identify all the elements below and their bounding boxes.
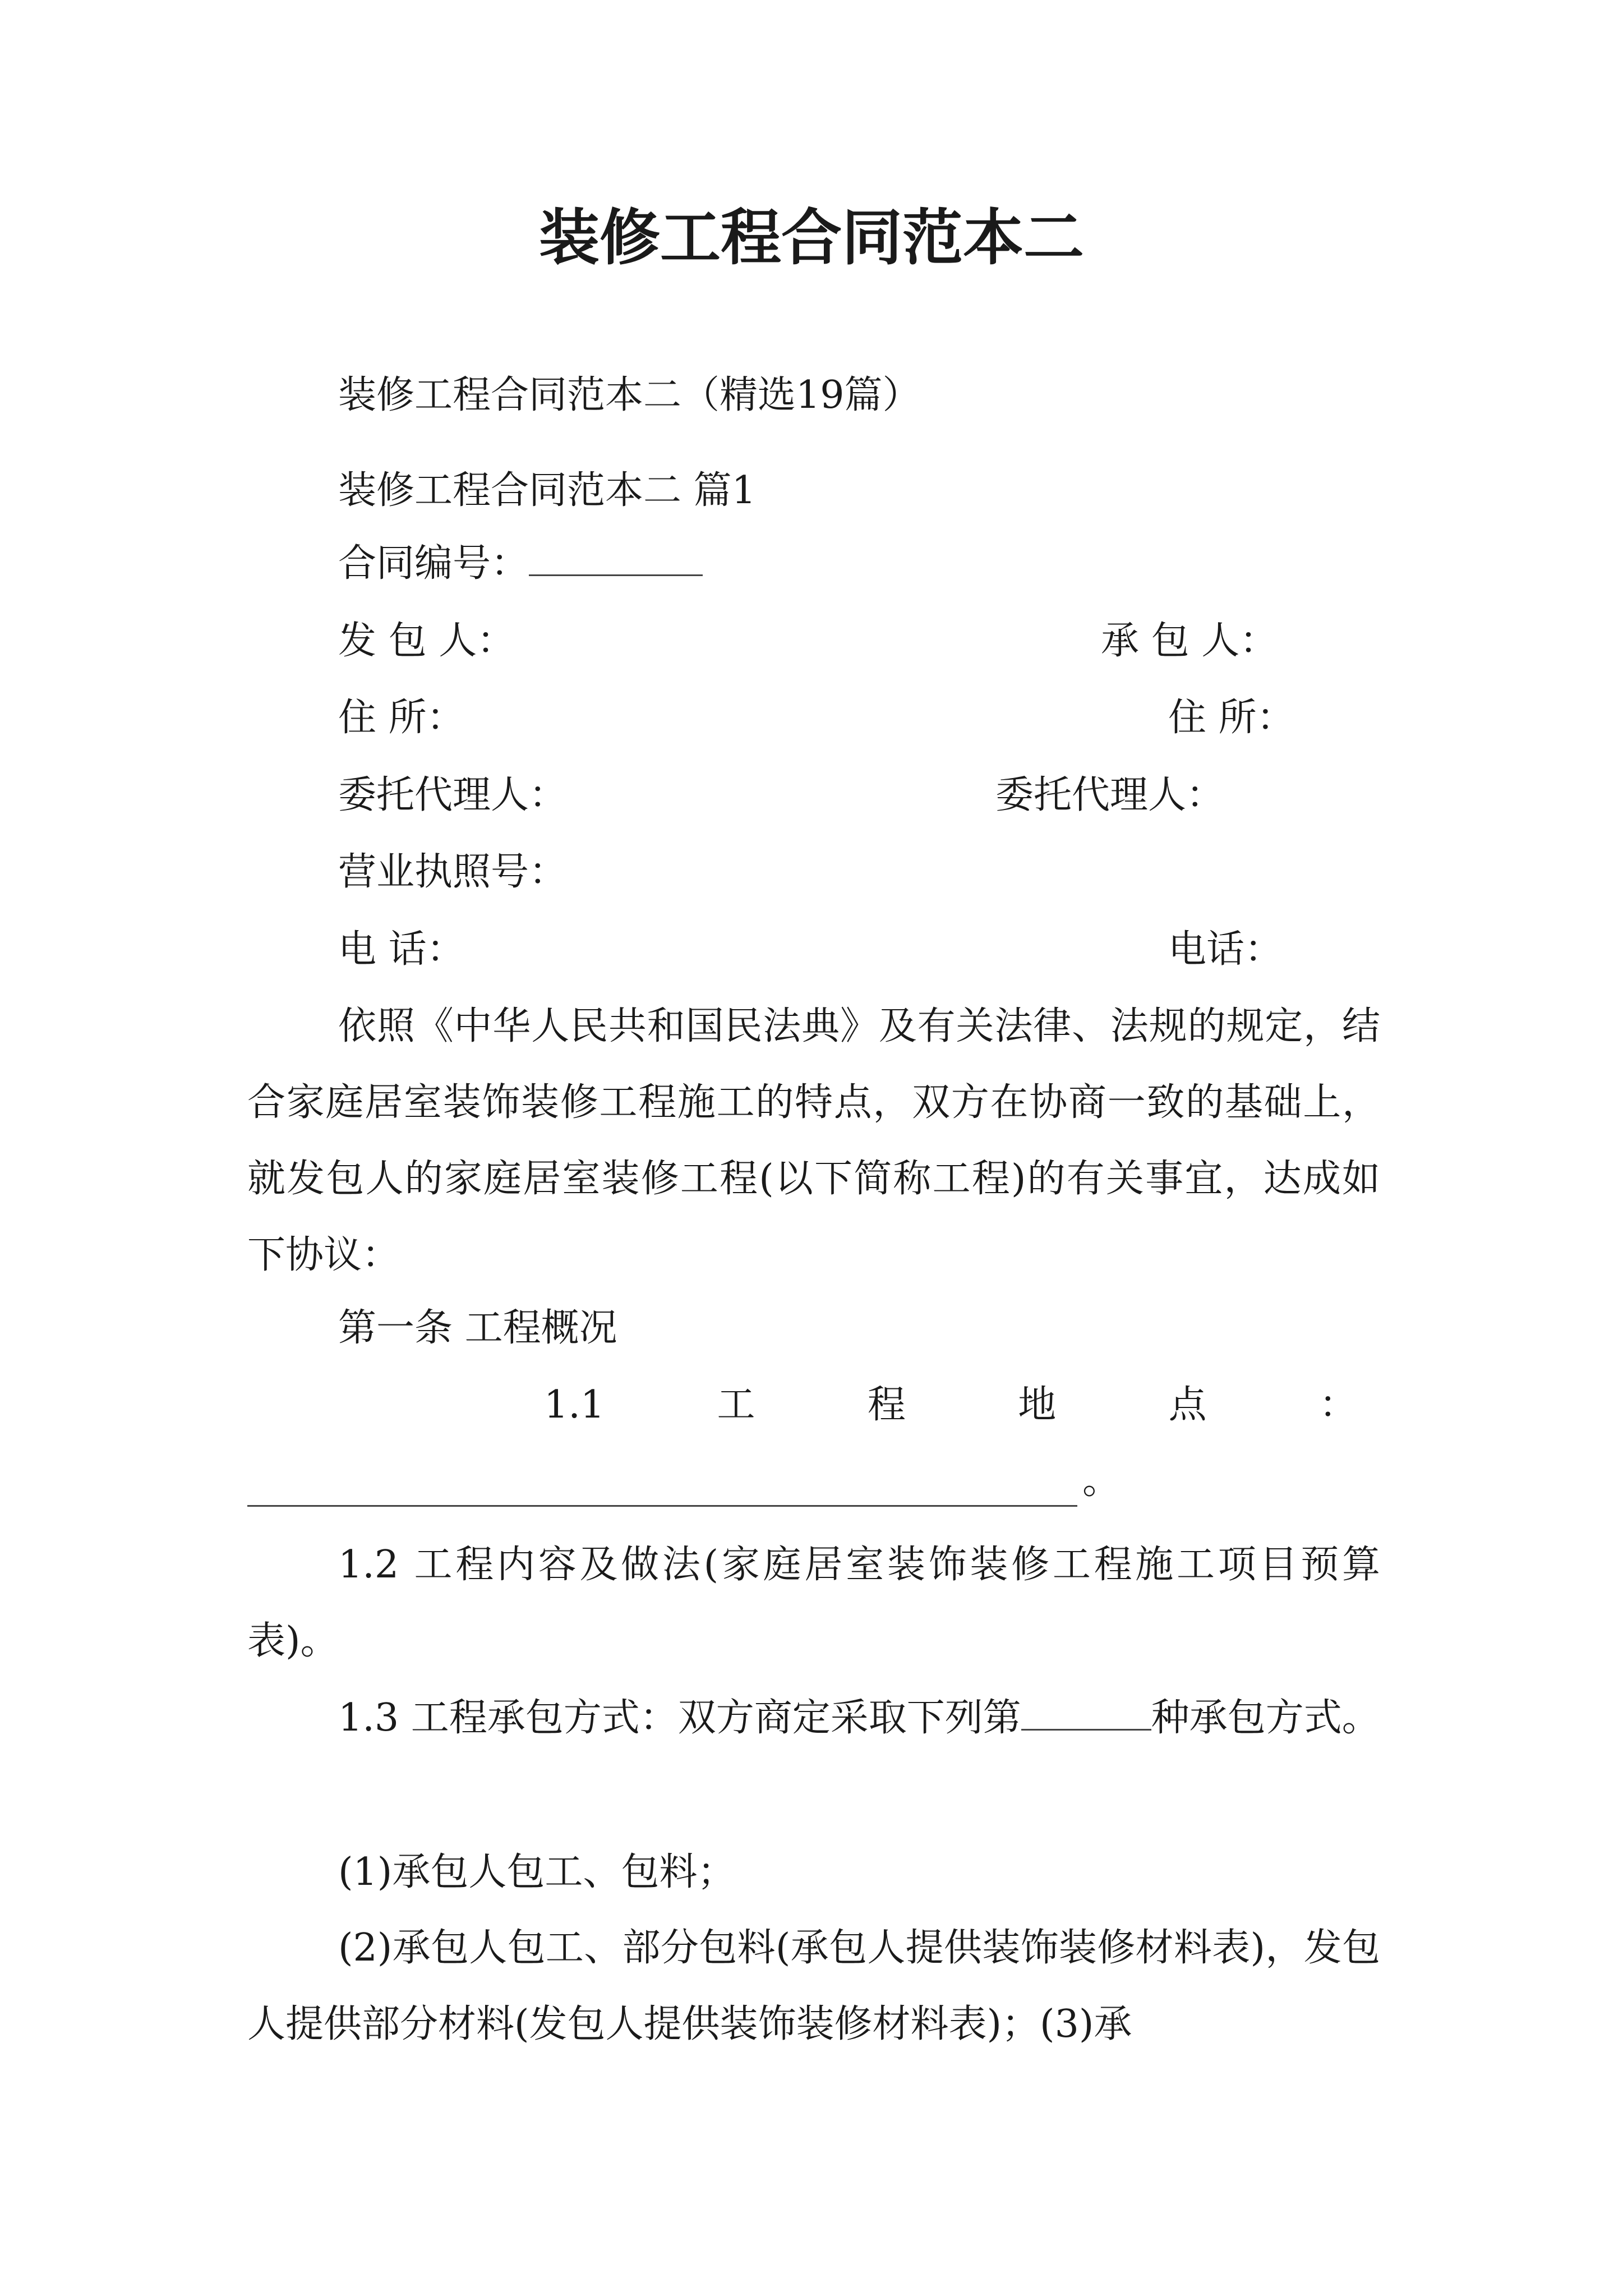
contractor-phone-label: 电话： xyxy=(1168,927,1283,972)
employer-address-label: 住 所： xyxy=(338,696,465,740)
item-1-3-text-after: 种承包方式。 xyxy=(1151,1696,1380,1740)
intro-paragraph: 依照《中华人民共和国民法典》及有关法律、法规的规定，结合家庭居室装饰装修工程施工的特点，双方在协商一致的基础上，就发包人的家庭居室装修工程(以下简称工程)的有关事宜，达成如下协议： xyxy=(247,1004,1380,1277)
option-2: (2)承包人包工、部分包料(承包人提供装饰装修材料表)，发包人提供部分材料(发包人提供装饰装修材料表)；(3)承 xyxy=(247,1926,1380,2046)
employer-agent-label: 委托代理人： xyxy=(338,773,568,817)
business-license-label: 营业执照号： xyxy=(338,850,568,894)
item-1-1-char: ： xyxy=(1318,1383,1357,1427)
document-title: 装修工程合同范本二 xyxy=(538,203,1084,273)
contract-method-blank xyxy=(1021,1692,1151,1731)
employer-phone-label: 电 话： xyxy=(338,927,465,972)
item-1-1-end-mark: 。 xyxy=(1082,1458,1121,1503)
contract-number-blank xyxy=(529,538,703,576)
item-1-1-char: 工 xyxy=(717,1383,755,1427)
section-heading: 装修工程合同范本二 篇1 xyxy=(338,468,756,513)
document-subtitle: 装修工程合同范本二（精选19篇） xyxy=(338,373,921,417)
item-1-2: 1.2 工程内容及做法(家庭居室装饰装修工程施工项目预算表)。 xyxy=(247,1543,1380,1663)
item-1-3-text-before: 1.3 工程承包方式：双方商定采取下列第 xyxy=(338,1696,1021,1740)
project-location-blank xyxy=(247,1455,1077,1507)
item-1-3 xyxy=(247,1680,1380,1756)
item-1-1-number: 1.1 xyxy=(544,1383,605,1427)
option-1: (1)承包人包工、包料； xyxy=(338,1850,736,1894)
contractor-agent-label: 委托代理人： xyxy=(995,773,1225,817)
item-1-1-row xyxy=(544,1377,1357,1433)
employer-label: 发 包 人： xyxy=(338,619,515,663)
item-1-1-char: 地 xyxy=(1018,1383,1057,1427)
item-1-1-char: 点 xyxy=(1168,1383,1207,1427)
contract-number-row xyxy=(338,536,703,592)
article-1-heading: 第一条 工程概况 xyxy=(338,1306,617,1350)
contractor-label: 承 包 人： xyxy=(1101,619,1278,663)
contract-number-label: 合同编号： xyxy=(338,541,529,586)
contractor-address-label: 住 所： xyxy=(1168,696,1295,740)
item-1-1-char: 程 xyxy=(867,1383,906,1427)
